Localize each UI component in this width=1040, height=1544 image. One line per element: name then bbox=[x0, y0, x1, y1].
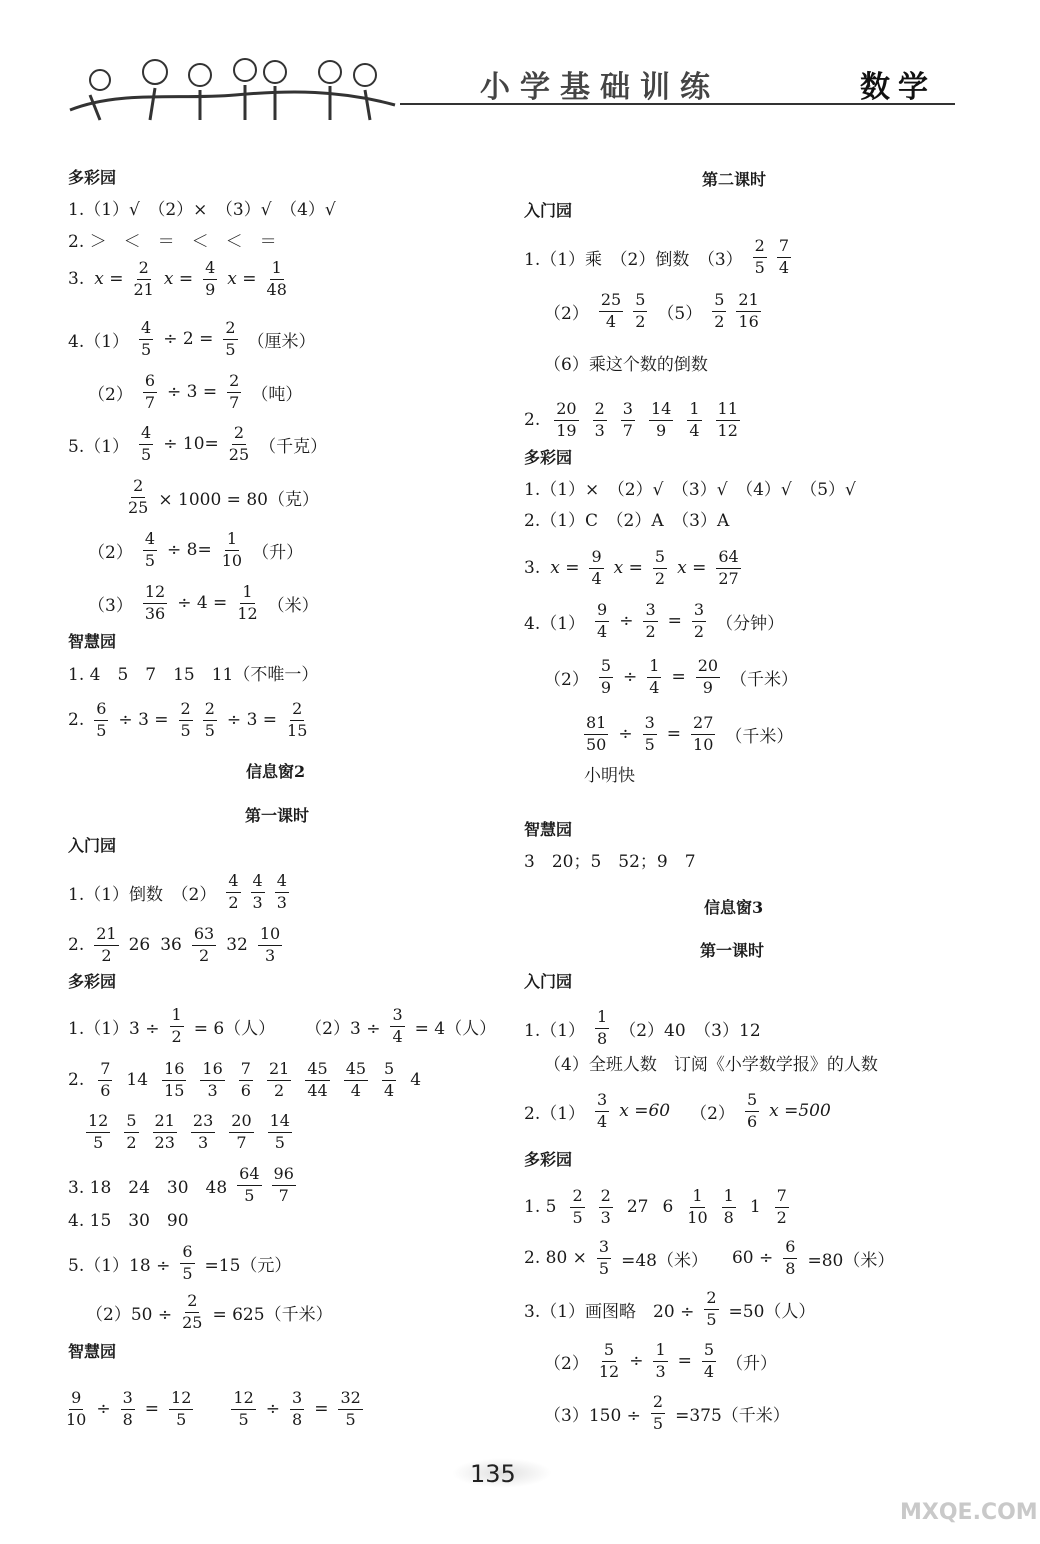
fraction: $\frac{81}{50}$ bbox=[586, 712, 607, 754]
expression: 1.（1）3 ÷ bbox=[68, 1018, 160, 1039]
fraction: $\frac{2}{21}$ bbox=[133, 257, 154, 299]
fraction: $\frac{4}{3}$ bbox=[276, 870, 287, 912]
section-duocai: 多彩园 bbox=[68, 972, 117, 991]
result: = 6（人） bbox=[193, 1018, 276, 1039]
fraction: $\frac{1}{8}$ bbox=[723, 1185, 734, 1227]
fraction: $\frac{3}{5}$ bbox=[644, 712, 655, 754]
fraction: $\frac{5}{4}$ bbox=[384, 1058, 395, 1100]
fraction: $\frac{14}{9}$ bbox=[650, 398, 672, 440]
expression: 2. 80 × bbox=[524, 1248, 587, 1268]
section-rumen: 入门园 bbox=[524, 201, 573, 220]
fraction: $\frac{25}{4}$ bbox=[600, 289, 622, 331]
operator: ÷ 3 = bbox=[226, 710, 278, 730]
answer-line bbox=[524, 1184, 803, 1230]
fraction: $\frac{4}{2}$ bbox=[228, 870, 239, 912]
lesson-title: 第一课时 bbox=[700, 941, 765, 960]
fraction: $\frac{7}{6}$ bbox=[100, 1058, 111, 1100]
fraction: $\frac{5}{2}$ bbox=[714, 289, 725, 331]
number: 27 bbox=[626, 1197, 649, 1217]
answer-line: 小明快 bbox=[584, 766, 635, 786]
operator: ÷ 8= bbox=[167, 540, 212, 560]
answer-line bbox=[68, 1240, 301, 1286]
number: 1 bbox=[749, 1197, 761, 1217]
answer-line bbox=[68, 869, 299, 915]
equals: = bbox=[314, 1399, 329, 1419]
equals: = bbox=[677, 1351, 692, 1371]
fraction: $\frac{5}{2}$ bbox=[635, 289, 646, 331]
fraction: $\frac{6}{8}$ bbox=[785, 1236, 796, 1278]
number: 6 bbox=[662, 1197, 674, 1217]
fraction: $\frac{3}{8}$ bbox=[122, 1387, 133, 1429]
operator: ÷ 10= bbox=[163, 434, 219, 454]
fraction: $\frac{3}{8}$ bbox=[292, 1387, 303, 1429]
fraction: $\frac{16}{3}$ bbox=[202, 1058, 223, 1100]
fraction: $\frac{9}{4}$ bbox=[591, 546, 602, 588]
answer-line bbox=[544, 654, 808, 700]
fraction: $\frac{27}{10}$ bbox=[693, 712, 714, 754]
equals: = bbox=[671, 667, 686, 687]
equals: = bbox=[628, 558, 643, 578]
item-number: 2. bbox=[68, 935, 85, 955]
fraction: $\frac{2}{5}$ bbox=[180, 698, 191, 740]
fraction: $\frac{2}{25}$ bbox=[182, 1290, 203, 1332]
section-duocai: 多彩园 bbox=[68, 168, 117, 187]
section-rumen: 入门园 bbox=[68, 836, 117, 855]
fraction: $\frac{96}{7}$ bbox=[273, 1163, 294, 1205]
operator: ÷ 3 = bbox=[118, 710, 169, 730]
item-number: 4.（1） bbox=[524, 613, 586, 634]
var-x: x bbox=[227, 269, 237, 289]
fraction: $\frac{2}{25}$ bbox=[128, 475, 149, 517]
answer-line: 4. 15 30 90 bbox=[68, 1211, 189, 1231]
fraction: $\frac{9}{10}$ bbox=[66, 1387, 87, 1429]
section-zhihui: 智慧园 bbox=[68, 632, 117, 651]
fraction: $\frac{20}{7}$ bbox=[231, 1110, 252, 1152]
fraction: $\frac{21}{16}$ bbox=[738, 289, 759, 331]
unit: （厘米） bbox=[247, 331, 316, 352]
item-number: （2） bbox=[88, 384, 133, 405]
fraction: $\frac{1}{4}$ bbox=[649, 655, 660, 697]
answer-line bbox=[68, 1057, 435, 1103]
answer-line bbox=[524, 234, 801, 280]
equals: = bbox=[178, 269, 194, 289]
fraction: $\frac{9}{4}$ bbox=[597, 599, 608, 641]
unit: （千克） bbox=[259, 436, 328, 457]
answer-line bbox=[128, 474, 329, 520]
answer-line: 1. 4 5 7 15 11（不唯一） bbox=[68, 665, 319, 685]
answer-line bbox=[544, 1390, 800, 1436]
fraction: $\frac{2}{25}$ bbox=[228, 422, 250, 464]
operator: × 1000 = 80（克） bbox=[158, 489, 319, 510]
unit: （千米） bbox=[730, 669, 799, 690]
answer-line bbox=[68, 697, 317, 743]
var-x: x bbox=[677, 558, 687, 578]
unit: （吨） bbox=[251, 384, 303, 405]
equals: = bbox=[667, 611, 682, 631]
fraction: $\frac{1}{8}$ bbox=[597, 1006, 608, 1048]
operator: ÷ 2 = bbox=[163, 329, 214, 349]
fraction: $\frac{12}{5}$ bbox=[171, 1387, 192, 1429]
item-number: 2.（1） bbox=[524, 1103, 586, 1124]
answer-line: 3 20；5 52；9 7 bbox=[524, 852, 696, 872]
answer-line bbox=[544, 288, 771, 334]
unit: （分钟） bbox=[716, 613, 785, 634]
section-duocai: 多彩园 bbox=[524, 448, 573, 467]
fraction: $\frac{11}{12}$ bbox=[717, 398, 738, 440]
fraction: $\frac{1}{12}$ bbox=[237, 581, 258, 623]
unit: （升） bbox=[726, 1353, 778, 1374]
fraction: $\frac{7}{6}$ bbox=[240, 1058, 251, 1100]
expression: 3.（1）画图略 20 ÷ bbox=[524, 1301, 695, 1322]
fraction: $\frac{21}{2}$ bbox=[268, 1058, 290, 1100]
fraction: $\frac{5}{12}$ bbox=[598, 1339, 620, 1381]
fraction: $\frac{20}{19}$ bbox=[556, 398, 577, 440]
fraction: $\frac{4}{5}$ bbox=[144, 528, 156, 570]
section-zhihui: 智慧园 bbox=[68, 1342, 117, 1361]
answer-line bbox=[524, 397, 754, 443]
number: 26 bbox=[128, 935, 151, 955]
brand-title: 小学基础训练 bbox=[480, 70, 720, 105]
number-list: 3. 18 24 30 48 bbox=[68, 1177, 228, 1198]
item-number: 2. bbox=[524, 410, 541, 430]
fraction: $\frac{3}{4}$ bbox=[597, 1089, 608, 1131]
item-number: 5.（1） bbox=[68, 436, 130, 457]
answer-text: 1.（1）乘 （2）倒数 （3） bbox=[524, 249, 743, 270]
answer-line bbox=[68, 1162, 306, 1208]
operator: ÷ bbox=[265, 1399, 281, 1419]
fraction: $\frac{5}{9}$ bbox=[600, 655, 612, 697]
equals: = bbox=[144, 1399, 160, 1419]
unit: （米） bbox=[267, 595, 319, 616]
number: 4 bbox=[410, 1070, 422, 1090]
operator: ÷ 4 = bbox=[177, 593, 228, 613]
fraction: $\frac{14}{5}$ bbox=[269, 1110, 290, 1152]
fraction: $\frac{3}{2}$ bbox=[645, 599, 656, 641]
answer-line: （4）全班人数 订阅《小学数学报》的人数 bbox=[544, 1055, 878, 1075]
answer-line bbox=[68, 922, 292, 968]
fraction: $\frac{6}{5}$ bbox=[182, 1241, 193, 1283]
operator: ÷ bbox=[629, 1351, 644, 1371]
fraction: $\frac{64}{5}$ bbox=[239, 1163, 260, 1205]
result: x =60 bbox=[619, 1101, 671, 1121]
fraction: $\frac{12}{36}$ bbox=[144, 581, 166, 623]
equals: = bbox=[666, 724, 682, 744]
fraction: $\frac{2}{5}$ bbox=[572, 1185, 583, 1227]
expression: 60 ÷ bbox=[731, 1248, 774, 1268]
item-number: （2） bbox=[88, 542, 133, 563]
fraction: $\frac{23}{3}$ bbox=[192, 1110, 214, 1152]
item-number: 1.（1）倒数 （2） bbox=[68, 884, 217, 905]
section-title: 信息窗2 bbox=[246, 762, 306, 781]
answer-text: （2）40 （3）12 bbox=[619, 1020, 761, 1041]
fraction: $\frac{5}{2}$ bbox=[126, 1110, 137, 1152]
answer-line bbox=[68, 316, 326, 362]
var-x: x bbox=[94, 269, 104, 289]
answer-line bbox=[544, 1338, 787, 1384]
answer-line: 2. ＞ ＜ ＝ ＜ ＜ ＝ bbox=[68, 232, 277, 252]
fraction: $\frac{2}{3}$ bbox=[600, 1185, 611, 1227]
answer-line bbox=[584, 711, 803, 757]
equals: = bbox=[565, 558, 580, 578]
fraction: $\frac{12}{5}$ bbox=[88, 1110, 109, 1152]
result: x =500 bbox=[769, 1101, 831, 1121]
result: =375（千米） bbox=[675, 1405, 790, 1426]
operator: ÷ bbox=[619, 611, 634, 631]
fraction: $\frac{12}{5}$ bbox=[233, 1387, 254, 1429]
equals: = bbox=[242, 269, 257, 289]
item-number: （2） bbox=[690, 1103, 735, 1124]
fraction: $\frac{2}{5}$ bbox=[225, 317, 236, 359]
answer-line bbox=[68, 256, 297, 302]
fraction: $\frac{2}{5}$ bbox=[706, 1287, 717, 1329]
fraction: $\frac{6}{5}$ bbox=[96, 698, 107, 740]
item-number: （5） bbox=[657, 303, 703, 324]
fraction: $\frac{4}{5}$ bbox=[141, 317, 152, 359]
fraction: $\frac{1}{4}$ bbox=[689, 398, 700, 440]
answer-line: 1.（1）× （2）√ （3）√ （4）√ （5）√ bbox=[524, 480, 856, 500]
equals: = bbox=[692, 558, 707, 578]
fraction: $\frac{64}{27}$ bbox=[718, 546, 739, 588]
answer-line: （6）乘这个数的倒数 bbox=[544, 355, 708, 375]
item-number: 2. bbox=[68, 710, 85, 730]
fraction: $\frac{4}{5}$ bbox=[141, 422, 152, 464]
equals: = bbox=[109, 269, 124, 289]
fraction: $\frac{6}{7}$ bbox=[144, 370, 156, 412]
fraction: $\frac{32}{5}$ bbox=[340, 1387, 361, 1429]
answer-line: 1.（1）√ （2）× （3）√ （4）√ bbox=[68, 200, 336, 220]
answer-line bbox=[524, 1235, 904, 1281]
result: =50（人） bbox=[728, 1301, 816, 1322]
section-zhihui: 智慧园 bbox=[524, 820, 573, 839]
number: 36 bbox=[160, 935, 182, 955]
fraction: $\frac{5}{4}$ bbox=[703, 1339, 715, 1381]
fraction: $\frac{3}{5}$ bbox=[598, 1236, 610, 1278]
answer-line bbox=[524, 1088, 841, 1134]
fraction: $\frac{16}{15}$ bbox=[164, 1058, 185, 1100]
answer-line bbox=[68, 421, 337, 467]
number: 1. 5 bbox=[524, 1197, 557, 1217]
item-number: （2） bbox=[544, 1353, 589, 1374]
number: 14 bbox=[126, 1070, 149, 1090]
fraction: $\frac{4}{3}$ bbox=[252, 870, 263, 912]
number: 32 bbox=[226, 935, 248, 955]
result: =15（元） bbox=[204, 1255, 292, 1276]
operator: ÷ bbox=[623, 667, 638, 687]
result: =80（米） bbox=[807, 1250, 895, 1271]
fraction: $\frac{5}{6}$ bbox=[746, 1089, 758, 1131]
item-number: （2） bbox=[544, 669, 589, 690]
var-x: x bbox=[613, 558, 624, 578]
item-number: 2. bbox=[68, 1070, 85, 1090]
fraction: $\frac{45}{4}$ bbox=[345, 1058, 367, 1100]
brand-subject: 数学 bbox=[860, 70, 936, 105]
result: =48（米） bbox=[621, 1250, 708, 1271]
answer-line bbox=[66, 1386, 373, 1432]
fraction: $\frac{2}{7}$ bbox=[229, 370, 240, 412]
lesson-title: 第一课时 bbox=[245, 806, 310, 825]
fraction: $\frac{3}{4}$ bbox=[392, 1004, 403, 1046]
operator: ÷ bbox=[96, 1399, 111, 1419]
answer-line bbox=[524, 598, 794, 644]
fraction: $\frac{4}{9}$ bbox=[205, 257, 216, 299]
expression: （2）50 ÷ bbox=[86, 1304, 173, 1325]
fraction: $\frac{10}{3}$ bbox=[259, 923, 281, 965]
lesson-title: 第二课时 bbox=[702, 170, 767, 189]
fraction: $\frac{1}{2}$ bbox=[171, 1004, 182, 1046]
item-number: 4.（1） bbox=[68, 331, 130, 352]
expression: （3）150 ÷ bbox=[544, 1405, 641, 1426]
var-x: x bbox=[550, 558, 560, 578]
fraction: $\frac{3}{2}$ bbox=[693, 599, 705, 641]
header-rule bbox=[400, 103, 955, 105]
unit: （升） bbox=[252, 542, 304, 563]
fraction: $\frac{20}{9}$ bbox=[697, 655, 719, 697]
answer-line bbox=[88, 580, 329, 626]
answer-line: 2.（1）C （2）A （3）A bbox=[524, 511, 730, 531]
fraction: $\frac{1}{3}$ bbox=[655, 1339, 666, 1381]
fraction: $\frac{2}{5}$ bbox=[754, 235, 765, 277]
section-rumen: 入门园 bbox=[524, 972, 573, 991]
answer-line bbox=[86, 1289, 343, 1335]
answer-line bbox=[524, 1005, 771, 1051]
answer-line bbox=[86, 1109, 306, 1155]
watermark: MXQE.COM bbox=[900, 1500, 1038, 1525]
fraction: $\frac{7}{4}$ bbox=[778, 235, 790, 277]
fraction: $\frac{1}{48}$ bbox=[266, 257, 287, 299]
answer-line bbox=[88, 527, 313, 573]
result: = 625（千米） bbox=[212, 1304, 333, 1325]
answer-line bbox=[88, 369, 312, 415]
answer-line bbox=[524, 545, 751, 591]
fraction: $\frac{5}{2}$ bbox=[654, 546, 666, 588]
fraction: $\frac{2}{5}$ bbox=[652, 1391, 664, 1433]
operator: ÷ 3 = bbox=[167, 382, 218, 402]
page-header bbox=[60, 50, 955, 130]
item-number: （3） bbox=[88, 595, 133, 616]
page-number: 135 bbox=[470, 1460, 516, 1488]
fraction: $\frac{7}{2}$ bbox=[776, 1185, 787, 1227]
fraction: $\frac{45}{44}$ bbox=[307, 1058, 328, 1100]
fraction: $\frac{1}{10}$ bbox=[687, 1185, 708, 1227]
operator: ÷ bbox=[618, 724, 633, 744]
fraction: $\frac{2}{5}$ bbox=[204, 698, 215, 740]
section-title: 信息窗3 bbox=[704, 898, 764, 917]
fraction: $\frac{21}{2}$ bbox=[96, 923, 117, 965]
section-duocai: 多彩园 bbox=[524, 1150, 573, 1169]
item-number: （2） bbox=[544, 303, 589, 324]
answer-line bbox=[524, 1286, 825, 1332]
item-number: 3. bbox=[524, 558, 541, 578]
expression: （2）3 ÷ bbox=[305, 1018, 381, 1039]
item-number: 3. bbox=[68, 269, 85, 289]
fraction: $\frac{3}{7}$ bbox=[622, 398, 633, 440]
item-number: 1.（1） bbox=[524, 1020, 586, 1041]
var-x: x bbox=[163, 269, 174, 289]
fraction: $\frac{63}{2}$ bbox=[193, 923, 215, 965]
result: = 4（人） bbox=[414, 1018, 497, 1039]
answer-line bbox=[68, 1003, 506, 1049]
unit: （千米） bbox=[725, 726, 794, 747]
fraction: $\frac{21}{23}$ bbox=[154, 1110, 175, 1152]
fraction: $\frac{2}{15}$ bbox=[287, 698, 308, 740]
expression: 5.（1）18 ÷ bbox=[68, 1255, 171, 1276]
tug-of-war-illustration bbox=[60, 50, 400, 130]
fraction: $\frac{1}{10}$ bbox=[221, 528, 243, 570]
fraction: $\frac{2}{3}$ bbox=[594, 398, 605, 440]
